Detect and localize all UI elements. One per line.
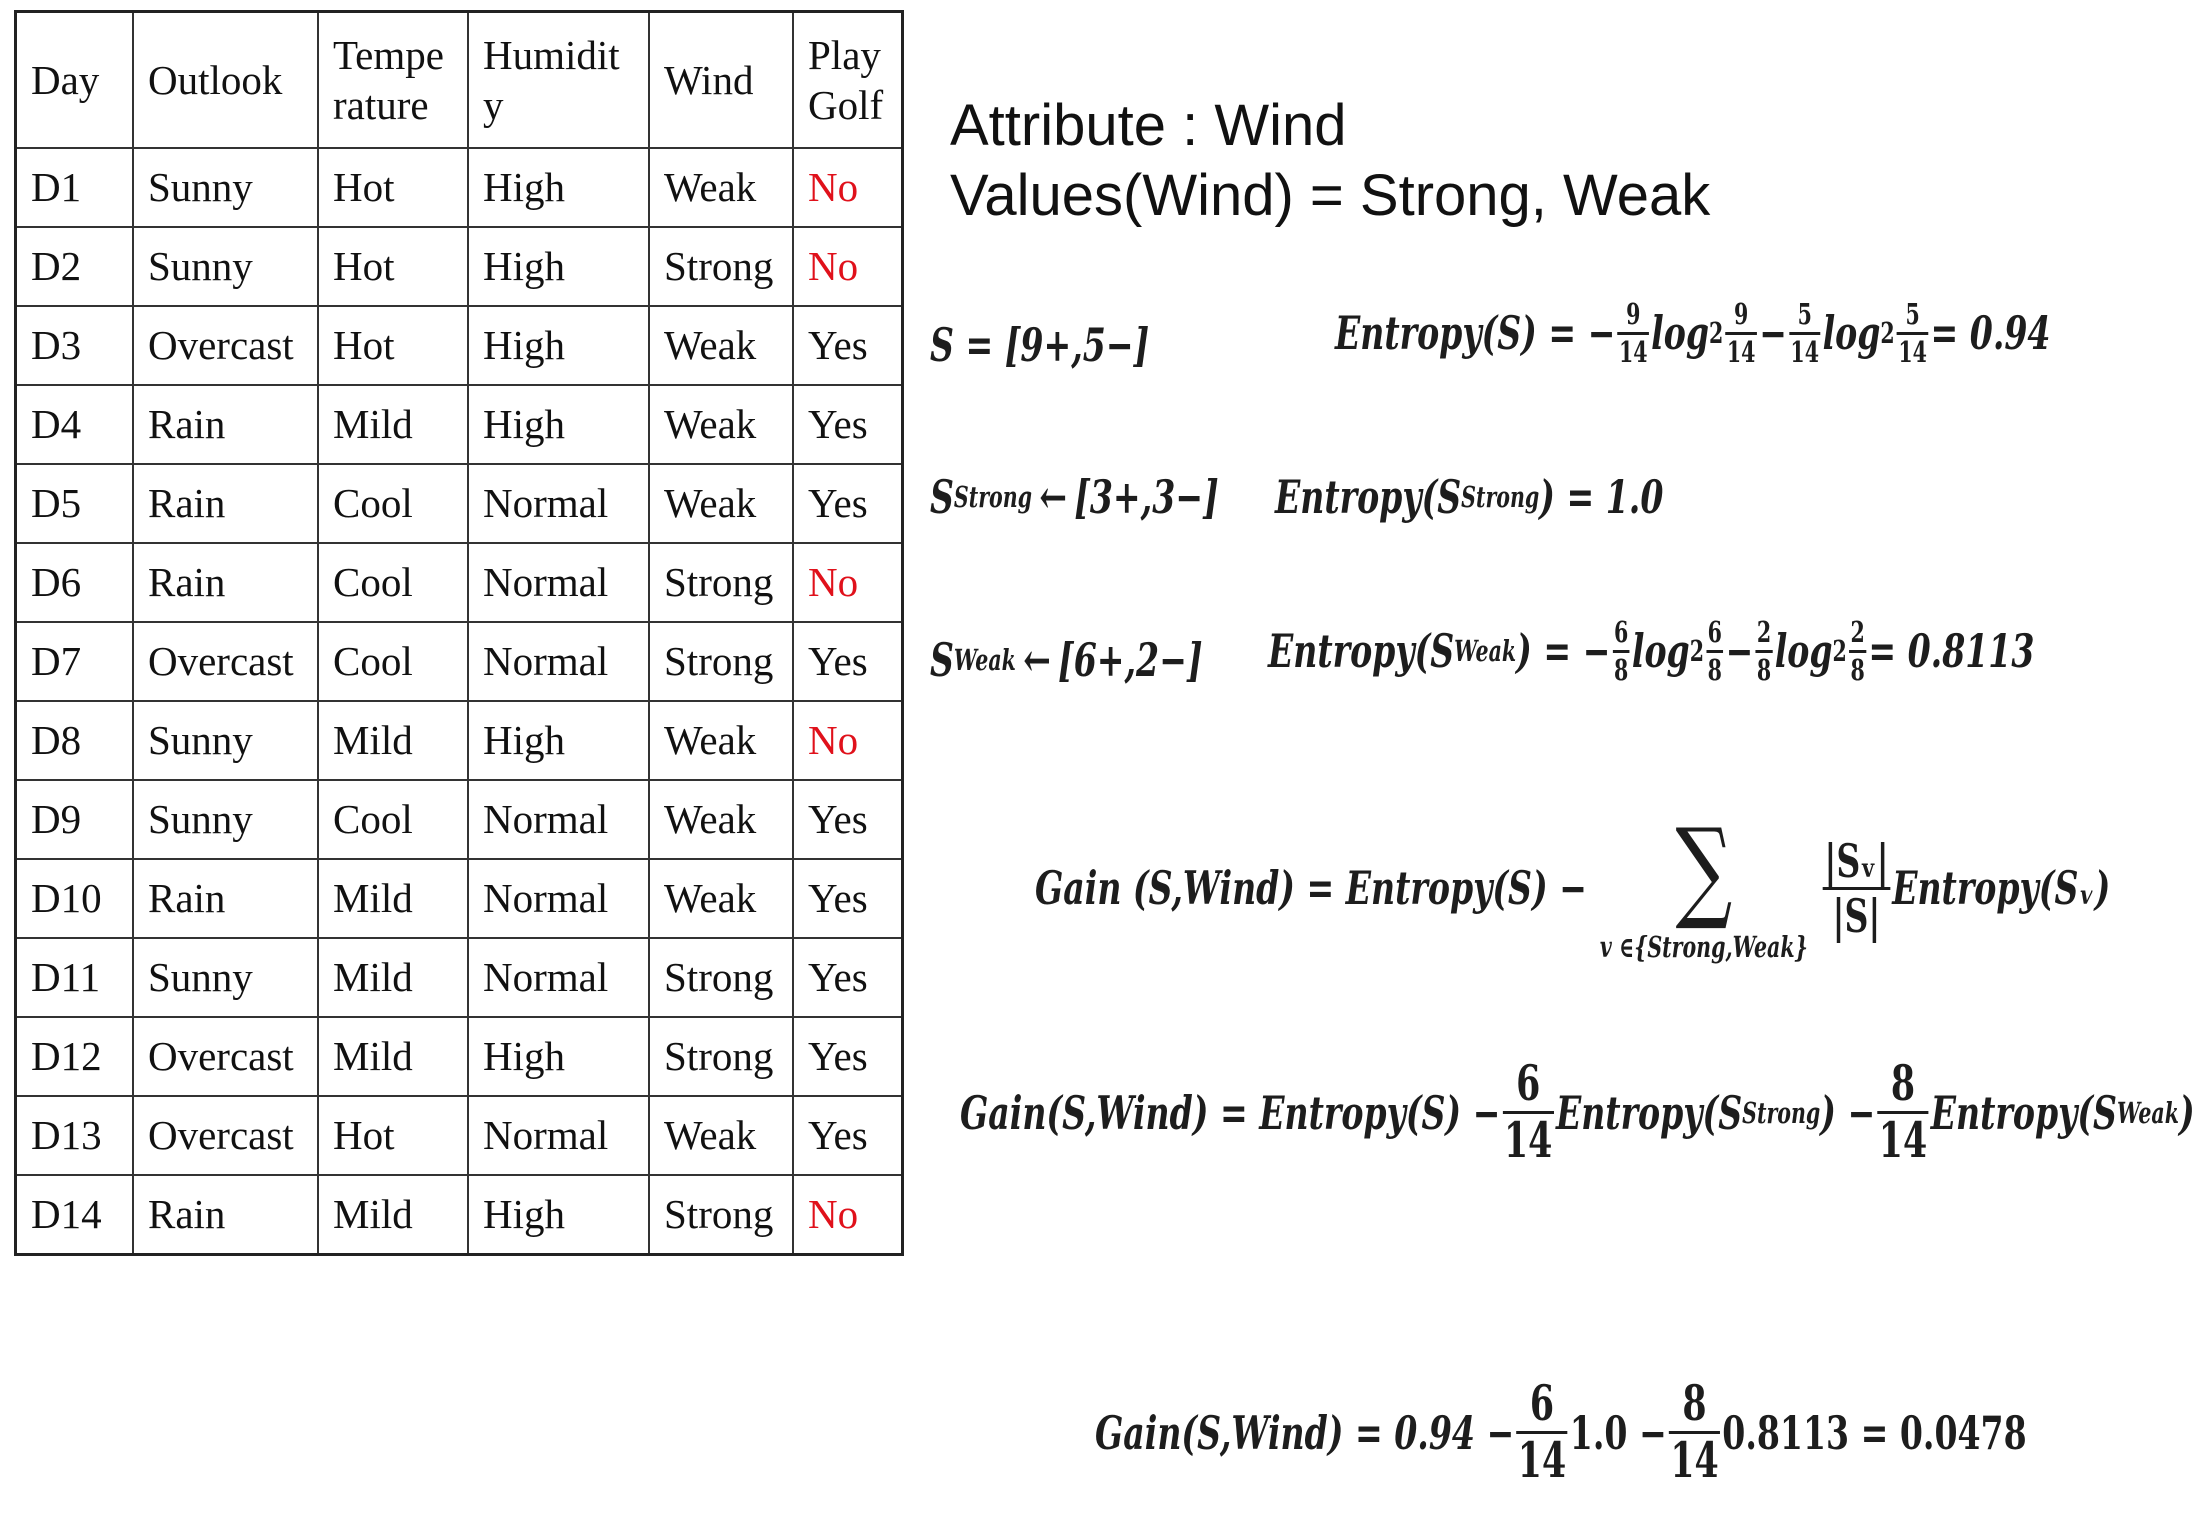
cell-outlook: Overcast	[133, 1096, 318, 1175]
table-row	[16, 1096, 903, 1175]
cell-temperature: Hot	[318, 306, 468, 385]
cell-day: D5	[16, 464, 134, 543]
fraction: $\frac{5}{14}$	[1898, 297, 1927, 369]
cell-outlook: Sunny	[133, 148, 318, 227]
cell-humidity: High	[468, 1017, 649, 1096]
fraction: $\frac{9}{14}$	[1726, 297, 1756, 369]
formula-entropy-weak: Entropy(S Weak ) = − $\frac{6}{8}$ log 2 $\frac{6}{8}$ − $\frac{2}{8}$ log 2 $\frac{2}{8}$ = 0.8113	[1268, 615, 2035, 687]
table-header-row	[16, 12, 903, 149]
header-wind: Wind	[649, 12, 793, 149]
table-row	[16, 385, 903, 464]
play-golf-table	[14, 10, 904, 1256]
fraction: $\frac{8}{14}$	[1878, 1056, 1928, 1170]
cell-outlook: Rain	[133, 464, 318, 543]
sigma-icon: ∑	[1675, 806, 1733, 934]
header-humidity: Humidit y	[468, 12, 649, 149]
cell-outlook: Sunny	[133, 227, 318, 306]
entropy-s-lhs: Entropy(S) = −	[1335, 306, 1616, 361]
attribute-title: Attribute : Wind	[950, 93, 1347, 158]
cell-day: D12	[16, 1017, 134, 1096]
formula-gain-numeric: Gain(S,Wind) = 0.94 − $\frac{6}{14}$ 1.0 − $\frac{8}{14}$ 0.8113 = 0.0478	[1095, 1376, 2027, 1490]
cell-play-golf: Yes	[793, 1096, 903, 1175]
header-outlook: Outlook	[133, 12, 318, 149]
cell-day: D1	[16, 148, 134, 227]
cell-outlook: Rain	[133, 859, 318, 938]
fraction: $\frac{6}{8}$	[1613, 615, 1629, 687]
fraction: $\frac{6}{8}$	[1707, 615, 1722, 687]
entropy-s-result: = 0.94	[1930, 306, 2051, 361]
cell-day: D11	[16, 938, 134, 1017]
s-set-text: S = [9+,5−]	[930, 318, 1150, 372]
cell-play-golf: Yes	[793, 385, 903, 464]
cell-play-golf: Yes	[793, 859, 903, 938]
cell-day: D14	[16, 1175, 134, 1255]
arrow-left-icon: ←	[1039, 470, 1067, 524]
cell-day: D4	[16, 385, 134, 464]
cell-wind: Weak	[649, 859, 793, 938]
table-row	[16, 1017, 903, 1096]
cell-wind: Strong	[649, 622, 793, 701]
cell-temperature: Cool	[318, 622, 468, 701]
formula-s-weak: S Weak ← [6+,2−]	[930, 633, 1203, 687]
cell-wind: Strong	[649, 543, 793, 622]
cell-play-golf: Yes	[793, 464, 903, 543]
cell-wind: Weak	[649, 1096, 793, 1175]
cell-outlook: Rain	[133, 543, 318, 622]
cell-humidity: Normal	[468, 622, 649, 701]
cell-play-golf: Yes	[793, 622, 903, 701]
entropy-weak-result: = 0.8113	[1868, 624, 2035, 679]
arrow-left-icon: ←	[1023, 633, 1051, 687]
cell-humidity: High	[468, 1175, 649, 1255]
table-row	[16, 306, 903, 385]
fraction: $\frac{2}{8}$	[1850, 615, 1865, 687]
cell-temperature: Mild	[318, 938, 468, 1017]
fraction: $\frac{9}{14}$	[1618, 297, 1648, 369]
cell-humidity: Normal	[468, 938, 649, 1017]
formula-s-strong: S Strong ← [3+,3−]	[930, 470, 1219, 524]
table-body	[16, 148, 903, 1255]
cell-humidity: Normal	[468, 464, 649, 543]
cell-day: D8	[16, 701, 134, 780]
cell-play-golf: Yes	[793, 306, 903, 385]
table-row	[16, 464, 903, 543]
cell-humidity: Normal	[468, 1096, 649, 1175]
cell-play-golf: Yes	[793, 938, 903, 1017]
cell-temperature: Mild	[318, 701, 468, 780]
cell-wind: Weak	[649, 464, 793, 543]
cell-wind: Weak	[649, 148, 793, 227]
cell-day: D3	[16, 306, 134, 385]
cell-day: D9	[16, 780, 134, 859]
cell-humidity: High	[468, 385, 649, 464]
table-row	[16, 780, 903, 859]
table-row	[16, 227, 903, 306]
cell-temperature: Hot	[318, 148, 468, 227]
formula-gain-general: Gain (S,Wind) = Entropy(S) − ∑ v ∈{Strong,Weak} $\frac{\text{|Sᵥ|}}{|S|}$ Entropy(Sᵥ)	[1035, 806, 2111, 965]
cell-temperature: Cool	[318, 464, 468, 543]
cell-temperature: Hot	[318, 1096, 468, 1175]
fraction: $\frac{8}{14}$	[1670, 1376, 1719, 1490]
formula-gain-expanded: Gain(S,Wind) = Entropy(S) − $\frac{6}{14}$ Entropy(S Strong ) − $\frac{8}{14}$ Entropy(S Weak )	[960, 1056, 2195, 1170]
log-term: log	[1651, 306, 1710, 361]
fraction: $\frac{6}{14}$	[1503, 1056, 1553, 1170]
cell-outlook: Overcast	[133, 622, 318, 701]
cell-outlook: Sunny	[133, 701, 318, 780]
table-row	[16, 938, 903, 1017]
log-term: log	[1822, 306, 1881, 361]
fraction: $\frac{6}{14}$	[1517, 1376, 1567, 1490]
header-day: Day	[16, 12, 134, 149]
cell-humidity: High	[468, 148, 649, 227]
gain-result: 0.8113 = 0.0478	[1722, 1405, 2027, 1460]
header-temperature: Tempe rature	[318, 12, 468, 149]
cell-play-golf: No	[793, 227, 903, 306]
cell-wind: Strong	[649, 227, 793, 306]
cell-humidity: Normal	[468, 543, 649, 622]
cell-play-golf: No	[793, 543, 903, 622]
table-row	[16, 859, 903, 938]
header-play-golf: Play Golf	[793, 12, 903, 149]
cell-humidity: High	[468, 227, 649, 306]
fraction: $\frac{2}{8}$	[1756, 615, 1772, 687]
cell-humidity: Normal	[468, 859, 649, 938]
formula-entropy-strong: Entropy(S Strong ) = 1.0	[1275, 470, 1664, 524]
cell-temperature: Cool	[318, 780, 468, 859]
cell-humidity: Normal	[468, 780, 649, 859]
cell-day: D2	[16, 227, 134, 306]
cell-outlook: Rain	[133, 385, 318, 464]
cell-wind: Strong	[649, 1175, 793, 1255]
cell-outlook: Overcast	[133, 1017, 318, 1096]
cell-day: D6	[16, 543, 134, 622]
cell-humidity: High	[468, 306, 649, 385]
cell-temperature: Hot	[318, 227, 468, 306]
cell-play-golf: No	[793, 1175, 903, 1255]
cell-outlook: Sunny	[133, 938, 318, 1017]
fraction: $\frac{5}{14}$	[1790, 297, 1819, 369]
sum-range: v ∈{Strong,Weak}	[1599, 930, 1808, 965]
cell-wind: Strong	[649, 1017, 793, 1096]
attribute-values: Values(Wind) = Strong, Weak	[950, 163, 1711, 228]
cell-day: D10	[16, 859, 134, 938]
fraction: $\frac{\text{|Sᵥ|}}{|S|}$	[1824, 833, 1889, 943]
cell-day: D13	[16, 1096, 134, 1175]
formula-s-set	[930, 318, 1149, 372]
cell-play-golf: Yes	[793, 1017, 903, 1096]
cell-play-golf: Yes	[793, 780, 903, 859]
table-row	[16, 148, 903, 227]
cell-outlook: Overcast	[133, 306, 318, 385]
minus-sign: −	[1759, 306, 1787, 361]
cell-play-golf: No	[793, 701, 903, 780]
formula-entropy-s: Entropy(S) = − $\frac{9}{14}$ log 2 $\frac{9}{14}$ − $\frac{5}{14}$ log 2 $\frac{5}{14}$ = 0.94	[1335, 297, 2051, 369]
cell-outlook: Sunny	[133, 780, 318, 859]
cell-play-golf: No	[793, 148, 903, 227]
cell-temperature: Mild	[318, 1175, 468, 1255]
weak-counts: [6+,2−]	[1058, 633, 1203, 687]
table-row	[16, 701, 903, 780]
cell-wind: Weak	[649, 701, 793, 780]
cell-day: D7	[16, 622, 134, 701]
cell-wind: Weak	[649, 306, 793, 385]
cell-temperature: Mild	[318, 859, 468, 938]
summation	[1599, 806, 1808, 965]
cell-outlook: Rain	[133, 1175, 318, 1255]
cell-temperature: Mild	[318, 1017, 468, 1096]
cell-wind: Weak	[649, 780, 793, 859]
cell-wind: Weak	[649, 385, 793, 464]
cell-wind: Strong	[649, 938, 793, 1017]
strong-counts: [3+,3−]	[1074, 470, 1219, 524]
table-row	[16, 1175, 903, 1255]
cell-temperature: Mild	[318, 385, 468, 464]
cell-humidity: High	[468, 701, 649, 780]
table-row	[16, 543, 903, 622]
table-row	[16, 622, 903, 701]
cell-temperature: Cool	[318, 543, 468, 622]
